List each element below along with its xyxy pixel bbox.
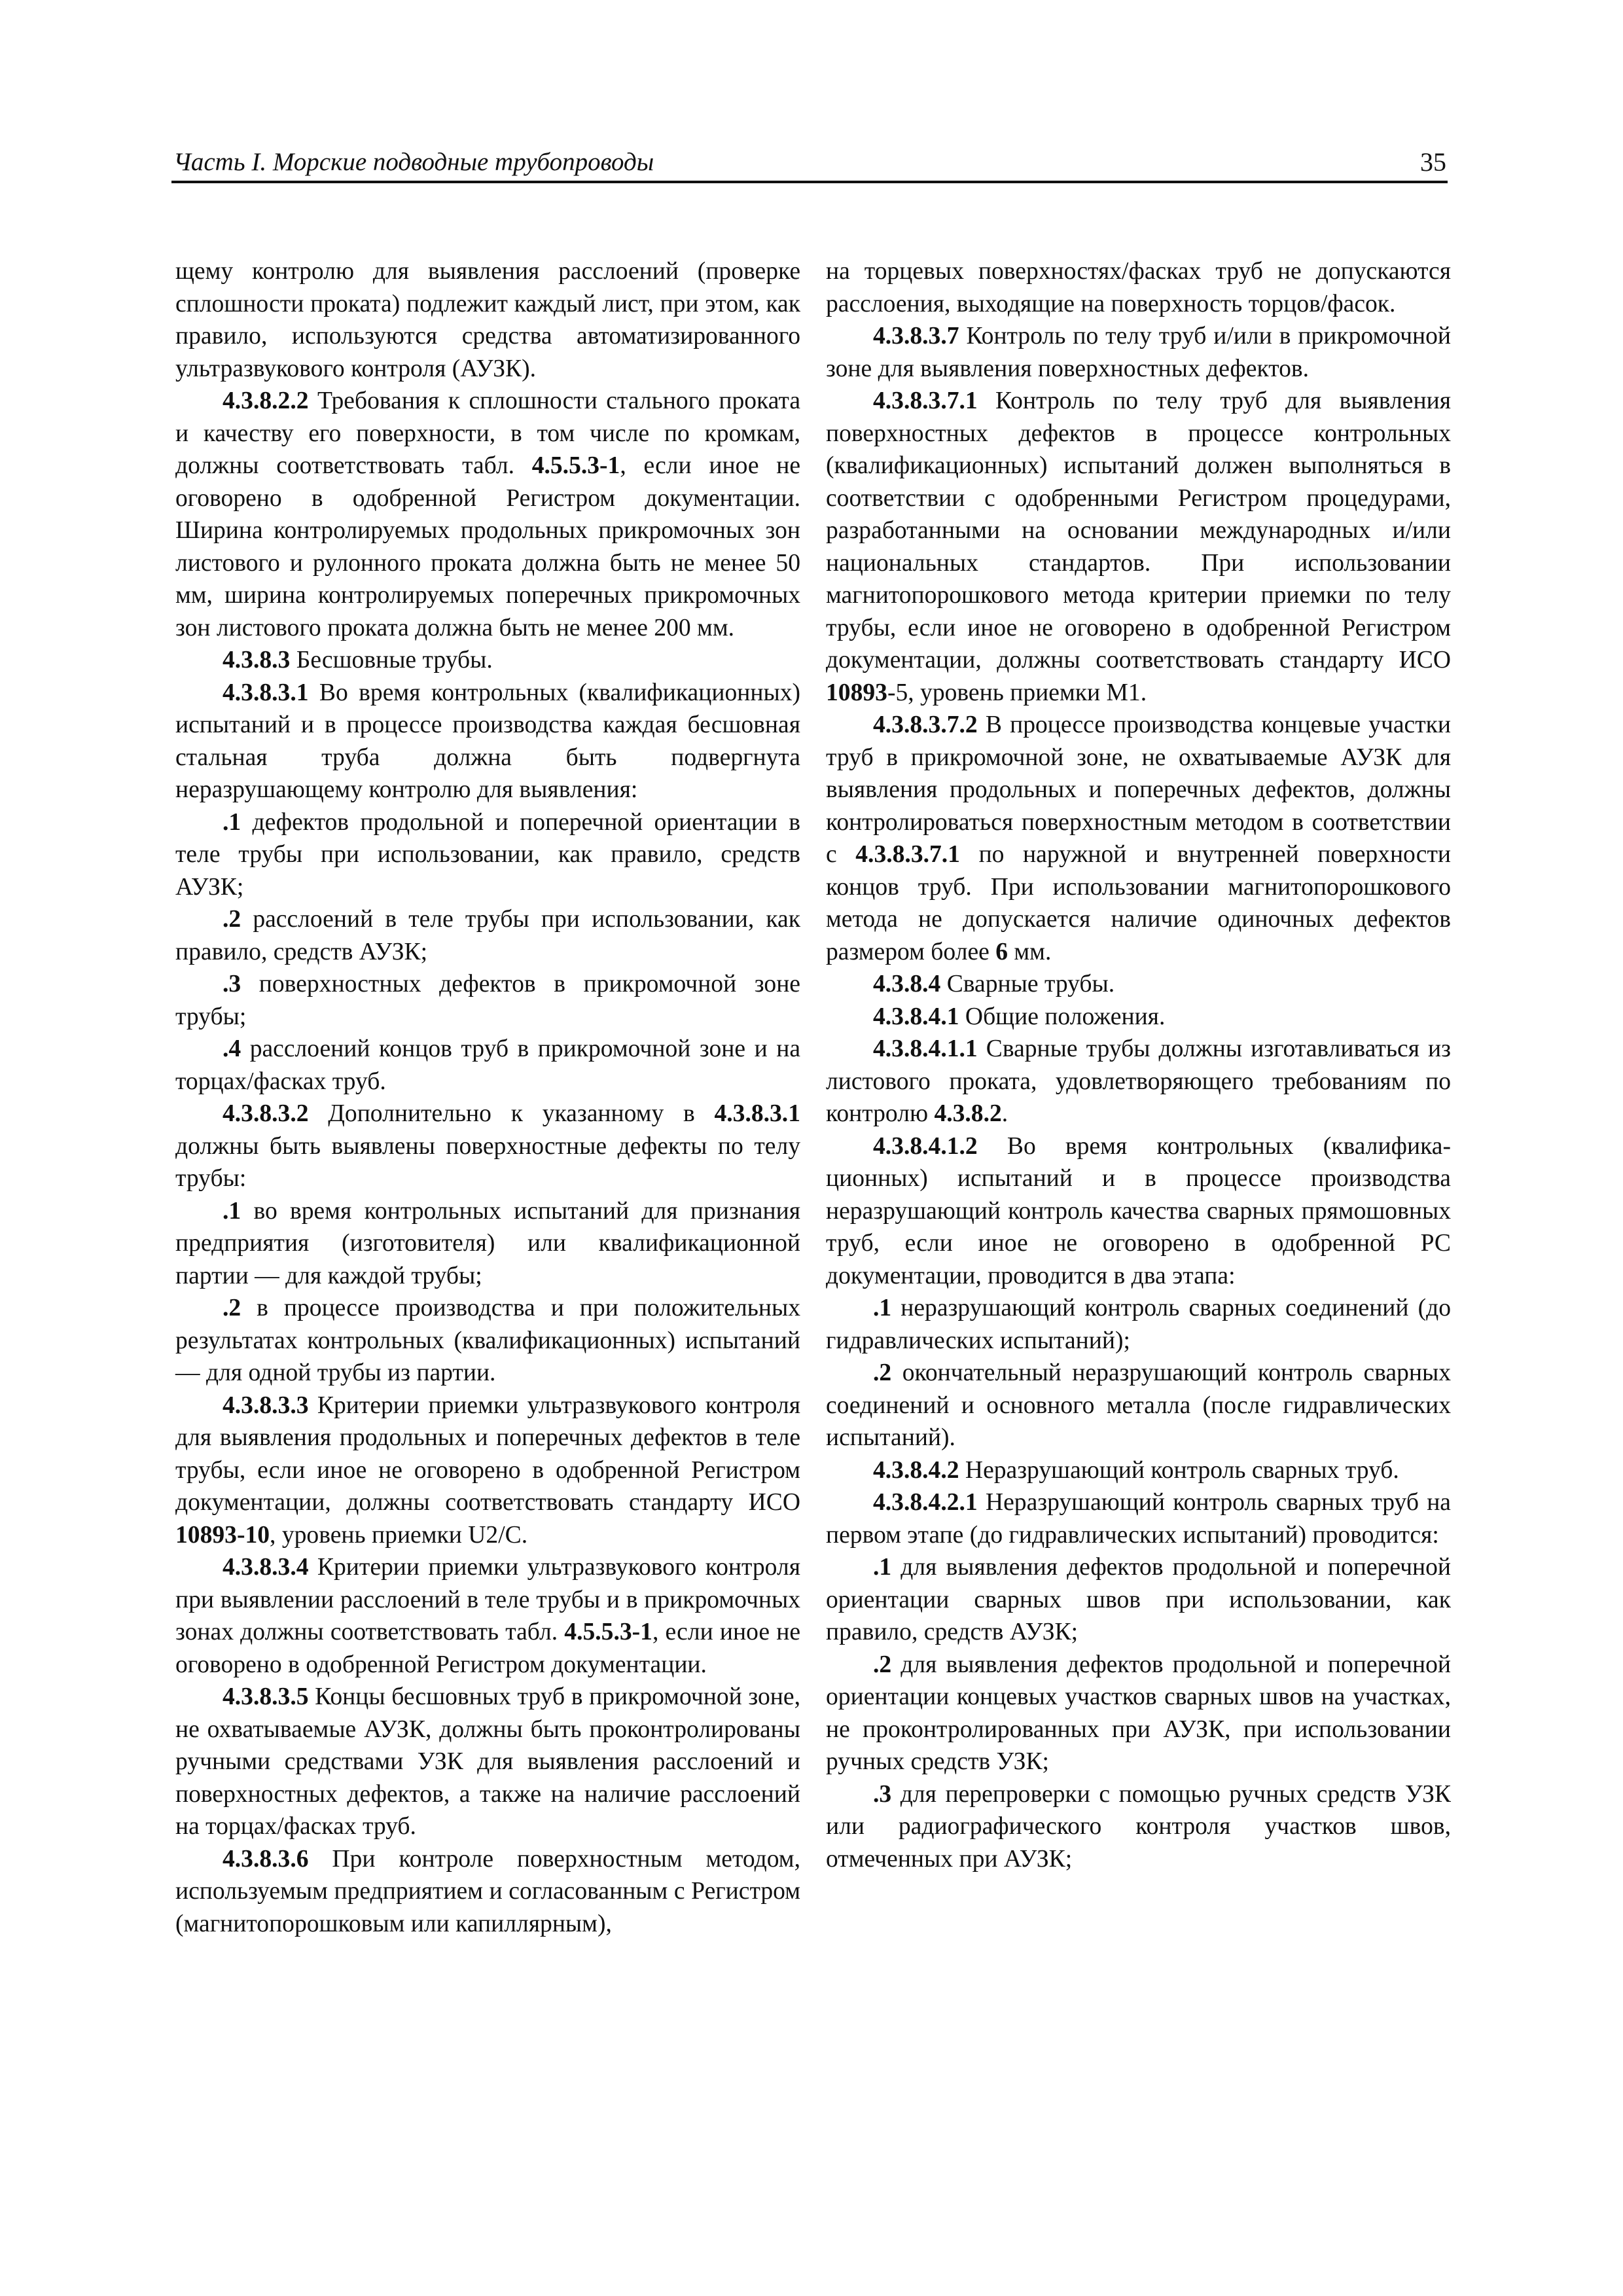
- item-number: .2: [223, 906, 241, 933]
- running-header-title: Часть I. Морские подводные трубопроводы: [173, 148, 654, 176]
- item-number: .3: [223, 971, 241, 997]
- clause-number: 4.3.8.3.4: [223, 1554, 309, 1581]
- clause-number: 4.3.8.3.7: [873, 323, 959, 350]
- clause-number: 4.3.8.3.3: [223, 1391, 309, 1419]
- paragraph: 4.3.8.4 Сварные трубы.: [873, 971, 1115, 997]
- paragraph: щему контролю для выявления расслоений (проверке сплошности проката) подлежит каждый лист, при этом, как правило, используются средства автоматизированного ультразвукового контроля (АУЗК).: [175, 258, 800, 382]
- clause-number: 4.3.8.3: [223, 647, 291, 673]
- reference: 4.3.8.3.1: [714, 1100, 800, 1127]
- paragraph: 4.3.8.3 Бесшовные трубы.: [223, 647, 493, 673]
- value: 6: [995, 938, 1008, 965]
- item-number: .2: [873, 1359, 892, 1386]
- item-number: .1: [223, 1197, 241, 1225]
- paragraph: 4.3.8.4.2 Неразрушающий контроль сварных труб.: [873, 1456, 1399, 1484]
- paragraph: 4.3.8.3.7 Контроль по телу труб и/или в прикромочной зоне для выявления поверхностных дефектов.: [826, 323, 1451, 382]
- list-item: .3 для перепроверки с помощью ручных средств УЗК или радиографического контроля участков швов, отмеченных при АУЗК;: [826, 1780, 1451, 1873]
- clause-number: 4.3.8.3.5: [223, 1683, 309, 1710]
- paragraph: 4.3.8.4.1.2 Во время контрольных (квалификационных) испытаний и в процессе производства неразрушающий контроль качества сварных прямошовных труб, если иное не оговорено в одобренной РС документации, проводится в два этапа:: [826, 1132, 1451, 1289]
- item-number: .2: [223, 1295, 241, 1321]
- reference: 4.3.8.3.7.1: [855, 841, 960, 868]
- paragraph: 4.3.8.3.5 Концы бесшовных труб в прикромочной зоне, не охватываемые АУЗК, должны быть проконтролированы ручными средствами УЗК для выявления расслоений и поверхностных дефектов, а также на наличие расслоений на торцах/фасках труб.: [175, 1683, 800, 1840]
- clause-number: 4.3.8.2.2: [223, 387, 309, 414]
- paragraph: 4.3.8.3.6 При контроле поверхностным методом, используемым предприятием и согласованным с Регистром (магнитопорошковым или капиллярным),: [175, 1845, 800, 1937]
- clause-number: 4.3.8.4.1.1: [873, 1035, 978, 1062]
- reference: 10893-10: [175, 1521, 270, 1549]
- paragraph: на торцевых поверхностях/фасках труб не допускаются расслоения, выходящие на поверхность торцов/фасок.: [826, 258, 1451, 317]
- clause-number: 4.3.8.3.6: [223, 1845, 309, 1873]
- page-number: 35: [1420, 147, 1446, 177]
- paragraph: 4.3.8.3.1 Во время контрольных (квалификационных) испытаний и в процессе производства каждая бесшовная стальная труба должна быть подвергнута неразрушающему контролю для выявления:: [175, 679, 800, 803]
- list-item: .1 дефектов продольной и поперечной ориентации в теле трубы при использовании, как правило, средств АУЗК;: [175, 808, 800, 901]
- paragraph: 4.3.8.3.4 Критерии приемки ультразвукового контроля при выявлении расслоений в теле трубы и в прикромочных зонах должны соответствовать табл. 4.5.5.3-1, если иное не оговорено в одобренной Регистром документации.: [175, 1554, 800, 1678]
- list-item: .2 в процессе производства и при положительных результатах контрольных (квалификационных) испытаний — для одной трубы из партии.: [175, 1295, 800, 1386]
- item-number: .3: [873, 1780, 892, 1808]
- list-item: .1 неразрушающий контроль сварных соединений (до гидравлических испытаний);: [826, 1295, 1451, 1354]
- reference: 10893: [826, 679, 887, 706]
- item-number: .2: [873, 1651, 892, 1678]
- clause-number: 4.3.8.4.1: [873, 1003, 959, 1030]
- header-rule: [171, 181, 1448, 183]
- list-item: .2 расслоений в теле трубы при использовании, как правило, средств АУЗК;: [175, 906, 800, 965]
- clause-number: 4.3.8.3.7.1: [873, 387, 978, 414]
- clause-number: 4.3.8.4.2: [873, 1456, 959, 1484]
- paragraph: 4.3.8.4.1 Общие положения.: [873, 1003, 1166, 1030]
- reference: 4.5.5.3-1: [531, 452, 620, 479]
- item-number: .1: [873, 1554, 892, 1581]
- paragraph: 4.3.8.4.2.1 Неразрушающий контроль сварных труб на первом этапе (до гидравлических испытаний) проводится:: [826, 1489, 1451, 1549]
- item-number: .1: [873, 1295, 892, 1321]
- clause-number: 4.3.8.4.2.1: [873, 1489, 978, 1516]
- paragraph: 4.3.8.3.3 Критерии приемки ультразвукового контроля для выявления продольных и поперечных дефектов в теле трубы, если иное не оговорено в одобренной Регистром документации, должны соответствовать стандарту ИСО 10893-10, уровень приемки U2/C.: [175, 1391, 800, 1549]
- paragraph: 4.3.8.3.7.1 Контроль по телу труб для выявления поверхностных дефектов в процессе контрольных (квалификационных) испытаний должен выполняться в соответствии с одобренными Регистром процедурами, разработанными на основании международных и/или национальных стандартов. При использовании магнитопорошкового метода критерии приемки по телу трубы, если иное не оговорено в одобренной Регистром документации, должны соответствовать стандарту ИСО 10893-5, уровень приемки M1.: [826, 387, 1451, 706]
- list-item: .4 расслоений концов труб в прикромочной зоне и на торцах/фасках труб.: [175, 1035, 800, 1095]
- reference: 4.5.5.3-1: [564, 1619, 652, 1645]
- reference: 4.3.8.2: [934, 1100, 1002, 1127]
- list-item: .2 для выявления дефектов продольной и поперечной ориентации концевых участков сварных швов на участках, не проконтролированных при АУЗК, при использовании ручных средств УЗК;: [826, 1651, 1451, 1775]
- paragraph: 4.3.8.4.1.1 Сварные трубы должны изготавливаться из листового проката, удовлетворяющего требованиям по контролю 4.3.8.2.: [826, 1035, 1451, 1127]
- list-item: .1 для выявления дефектов продольной и поперечной ориентации сварных швов при использовании, как правило, средств АУЗК;: [826, 1554, 1451, 1645]
- running-header: [173, 145, 1446, 179]
- paragraph: 4.3.8.3.2 Дополнительно к указанному в 4.3.8.3.1 должны быть выявлены поверхностные дефекты по телу трубы:: [175, 1100, 800, 1192]
- clause-number: 4.3.8.4.1.2: [873, 1132, 978, 1160]
- paragraph: 4.3.8.2.2 Требования к сплошности стального проката и качеству его поверхности, в том числе по кромкам, должны соответствовать табл. 4.5.5.3-1, если иное не оговорено в одобренной Регистром документации. Ширина контролируемых продольных прикромочных зон листового и рулонного проката должна быть не менее 50 мм, ширина контролируемых поперечных прикромочных зон листового проката должна быть не менее 200 мм.: [175, 387, 801, 641]
- left-column: [175, 255, 800, 1940]
- list-item: .3 поверхностных дефектов в прикромочной зоне трубы;: [175, 971, 800, 1030]
- item-number: .1: [223, 808, 241, 836]
- paragraph: 4.3.8.3.7.2 В процессе производства концевые участки труб в прикромочной зоне, не охватываемые АУЗК для выявления продольных и поперечных дефектов, должны контролироваться поверхностным методом в соответствии с 4.3.8.3.7.1 по наружной и внутренней поверхности концов труб. При использовании магнитопорошкового метода не допускается наличие одиночных дефектов размером более 6 мм.: [826, 711, 1451, 965]
- clause-number: 4.3.8.3.2: [223, 1100, 309, 1127]
- right-column: [826, 255, 1451, 1875]
- list-item: .2 окончательный неразрушающий контроль сварных соединений и основного металла (после гидравлических испытаний).: [826, 1359, 1451, 1451]
- clause-number: 4.3.8.3.1: [223, 679, 309, 706]
- clause-number: 4.3.8.3.7.2: [873, 711, 978, 738]
- clause-number: 4.3.8.4: [873, 971, 941, 997]
- list-item: .1 во время контрольных испытаний для признания предприятия (изготовителя) или квалификационной партии — для каждой трубы;: [175, 1197, 800, 1289]
- item-number: .4: [223, 1035, 241, 1062]
